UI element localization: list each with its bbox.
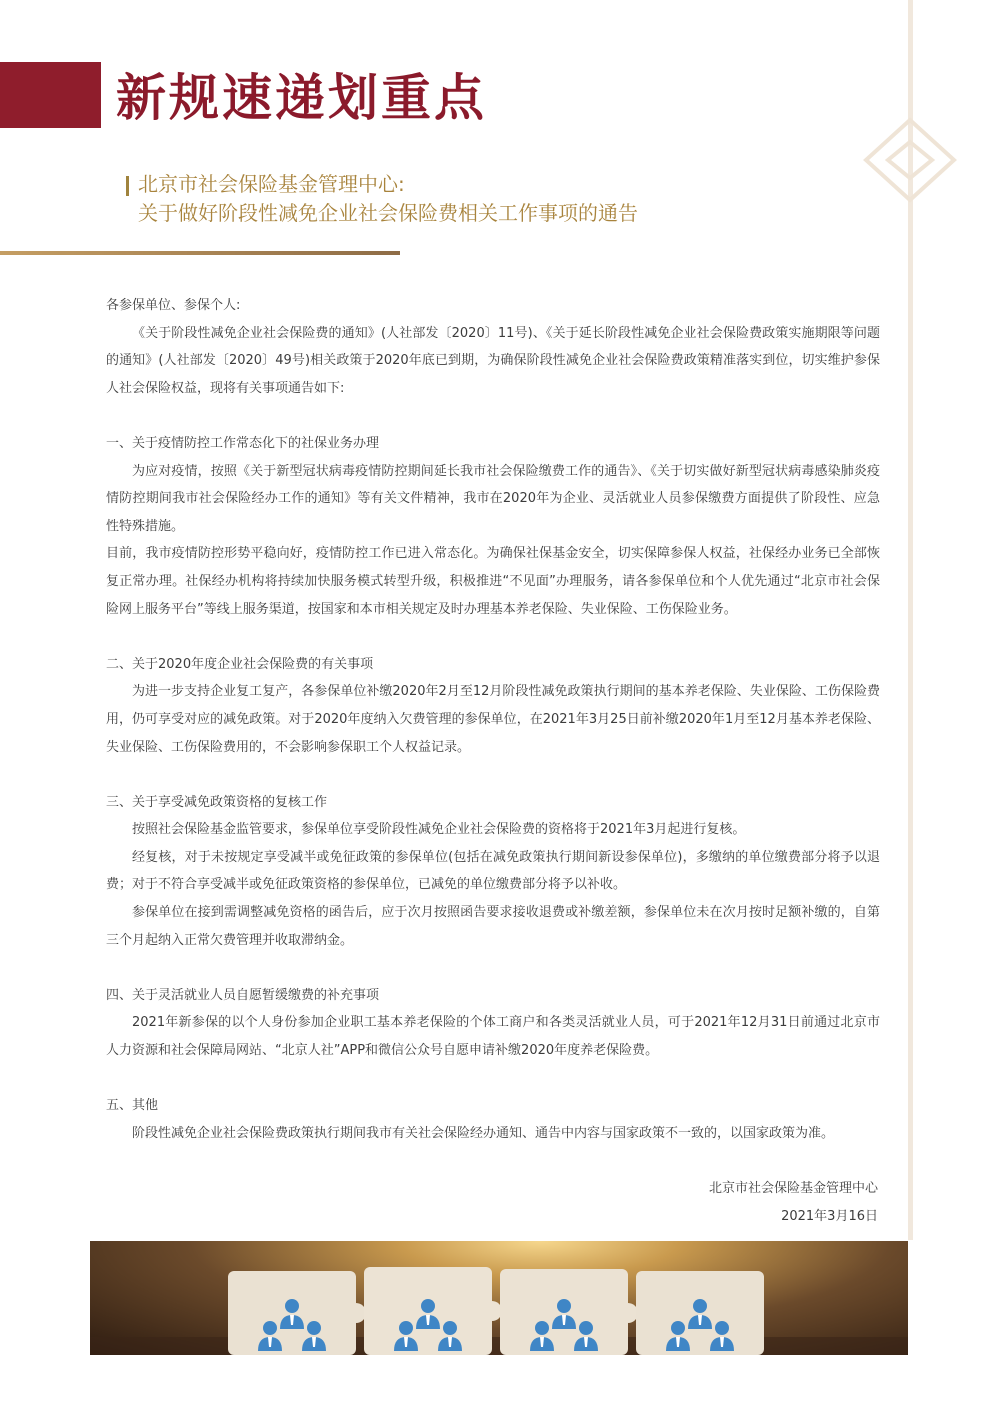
section-3-paragraph-2: 经复核，对于未按规定享受减半或免征政策的参保单位(包括在减免政策执行期间新设参保单位)，多缴纳的单位缴费部分将予以退费；对于不符合享受减半或免征政策资格的参保单位，已减免的单位缴费部分将予以补收。 xyxy=(106,849,880,893)
section-1-heading: 一、关于疫情防控工作常态化下的社保业务办理 xyxy=(106,435,380,451)
section-4-heading: 四、关于灵活就业人员自愿暂缓缴费的补充事项 xyxy=(106,987,380,1003)
section-4-paragraph-1: 2021年新参保的以个人身份参加企业职工基本养老保险的个体工商户和各类灵活就业人员，可于2021年12月31日前通过北京市人力资源和社会保障局网站、“北京人社”APP和微信公众号自愿申请补缴2020年度养老保险费。 xyxy=(106,1015,880,1059)
subtitle-marker xyxy=(126,176,129,196)
notice-body xyxy=(106,292,880,1147)
section-5-heading: 五、其他 xyxy=(106,1098,159,1114)
signature-block xyxy=(709,1175,878,1231)
section-2-paragraph-1: 为进一步支持企业复工复产，各参保单位补缴2020年2月至12月阶段性减免政策执行期间的基本养老保险、失业保险、工伤保险费用，仍可享受对应的减免政策。对于2020年度纳入欠费管理的参保单位，在2021年3月25日前补缴2020年1月至12月基本养老保险、失业保险、工伤保险费用的，不会影响参保职工个人权益记录。 xyxy=(106,684,880,755)
puzzle-illustration xyxy=(90,1241,908,1355)
section-3-paragraph-1: 按照社会保险基金监管要求，参保单位享受阶段性减免企业社会保险费的资格将于2021年3月起进行复核。 xyxy=(132,822,746,838)
puzzle-piece-1 xyxy=(228,1271,366,1355)
section-3-paragraph-3: 参保单位在接到需调整减免资格的函告后，应于次月按照函告要求接收退费或补缴差额，参保单位未在次月按时足额补缴的，自第三个月起纳入正常欠费管理并收取滞纳金。 xyxy=(106,905,880,948)
section-1-paragraph-1: 为应对疫情，按照《关于新型冠状病毒疫情防控期间延长我市社会保险缴费工作的通告》、《关于切实做好新型冠状病毒感染肺炎疫情防控期间我市社会保险经办工作的通知》等有关文件精神，我市在2020年为企业、灵活就业人员参保缴费方面提供了阶段性、应急性特殊措施。 xyxy=(106,463,880,534)
section-3-heading: 三、关于享受减免政策资格的复核工作 xyxy=(106,794,328,810)
title-divider xyxy=(0,251,400,255)
notice-title-line1: 北京市社会保险基金管理中心: xyxy=(138,172,405,196)
signature-org: 北京市社会保险基金管理中心 xyxy=(708,1181,878,1196)
section-2-heading: 二、关于2020年度企业社会保险费的有关事项 xyxy=(106,656,374,672)
section-5-paragraph-1: 阶段性减免企业社会保险费政策执行期间我市有关社会保险经办通知、通告中内容与国家政策不一致的，以国家政策为准。 xyxy=(132,1125,835,1141)
notice-title xyxy=(138,170,638,228)
diamond-ornament-icon xyxy=(862,112,958,208)
intro-paragraph: 《关于阶段性减免企业社会保险费的通知》(人社部发〔2020〕11号)、《关于延长阶段性减免企业社会保险费政策实施期限等问题的通知》(人社部发〔2020〕49号)相关政策于2020年底已到期，为确保阶段性减免企业社会保险费政策精准落实到位，切实维护参保人社会保险权益，现将有关事项通告如下: xyxy=(106,325,880,396)
puzzle-people-image xyxy=(90,1241,908,1355)
salutation: 各参保单位、参保个人: xyxy=(106,298,241,313)
page-title: 新规速递划重点 xyxy=(116,69,487,127)
signature-date: 2021年3月16日 xyxy=(781,1209,878,1224)
puzzle-piece-2 xyxy=(364,1267,502,1355)
header-accent-block xyxy=(0,62,101,128)
section-1-paragraph-2: 目前，我市疫情防控形势平稳向好，疫情防控工作已进入常态化。为确保社保基金安全，切实保障参保人权益，社保经办业务已全部恢复正常办理。社保经办机构将持续加快服务模式转型升级，积极推进“不见面”办理服务，请各参保单位和个人优先通过“北京市社会保险网上服务平台”等线上服务渠道，按国家和本市相关规定及时办理基本养老保险、失业保险、工伤保险业务。 xyxy=(106,546,880,617)
notice-title-line2: 关于做好阶段性减免企业社会保险费相关工作事项的通告 xyxy=(138,201,638,225)
puzzle-piece-3 xyxy=(500,1269,638,1355)
